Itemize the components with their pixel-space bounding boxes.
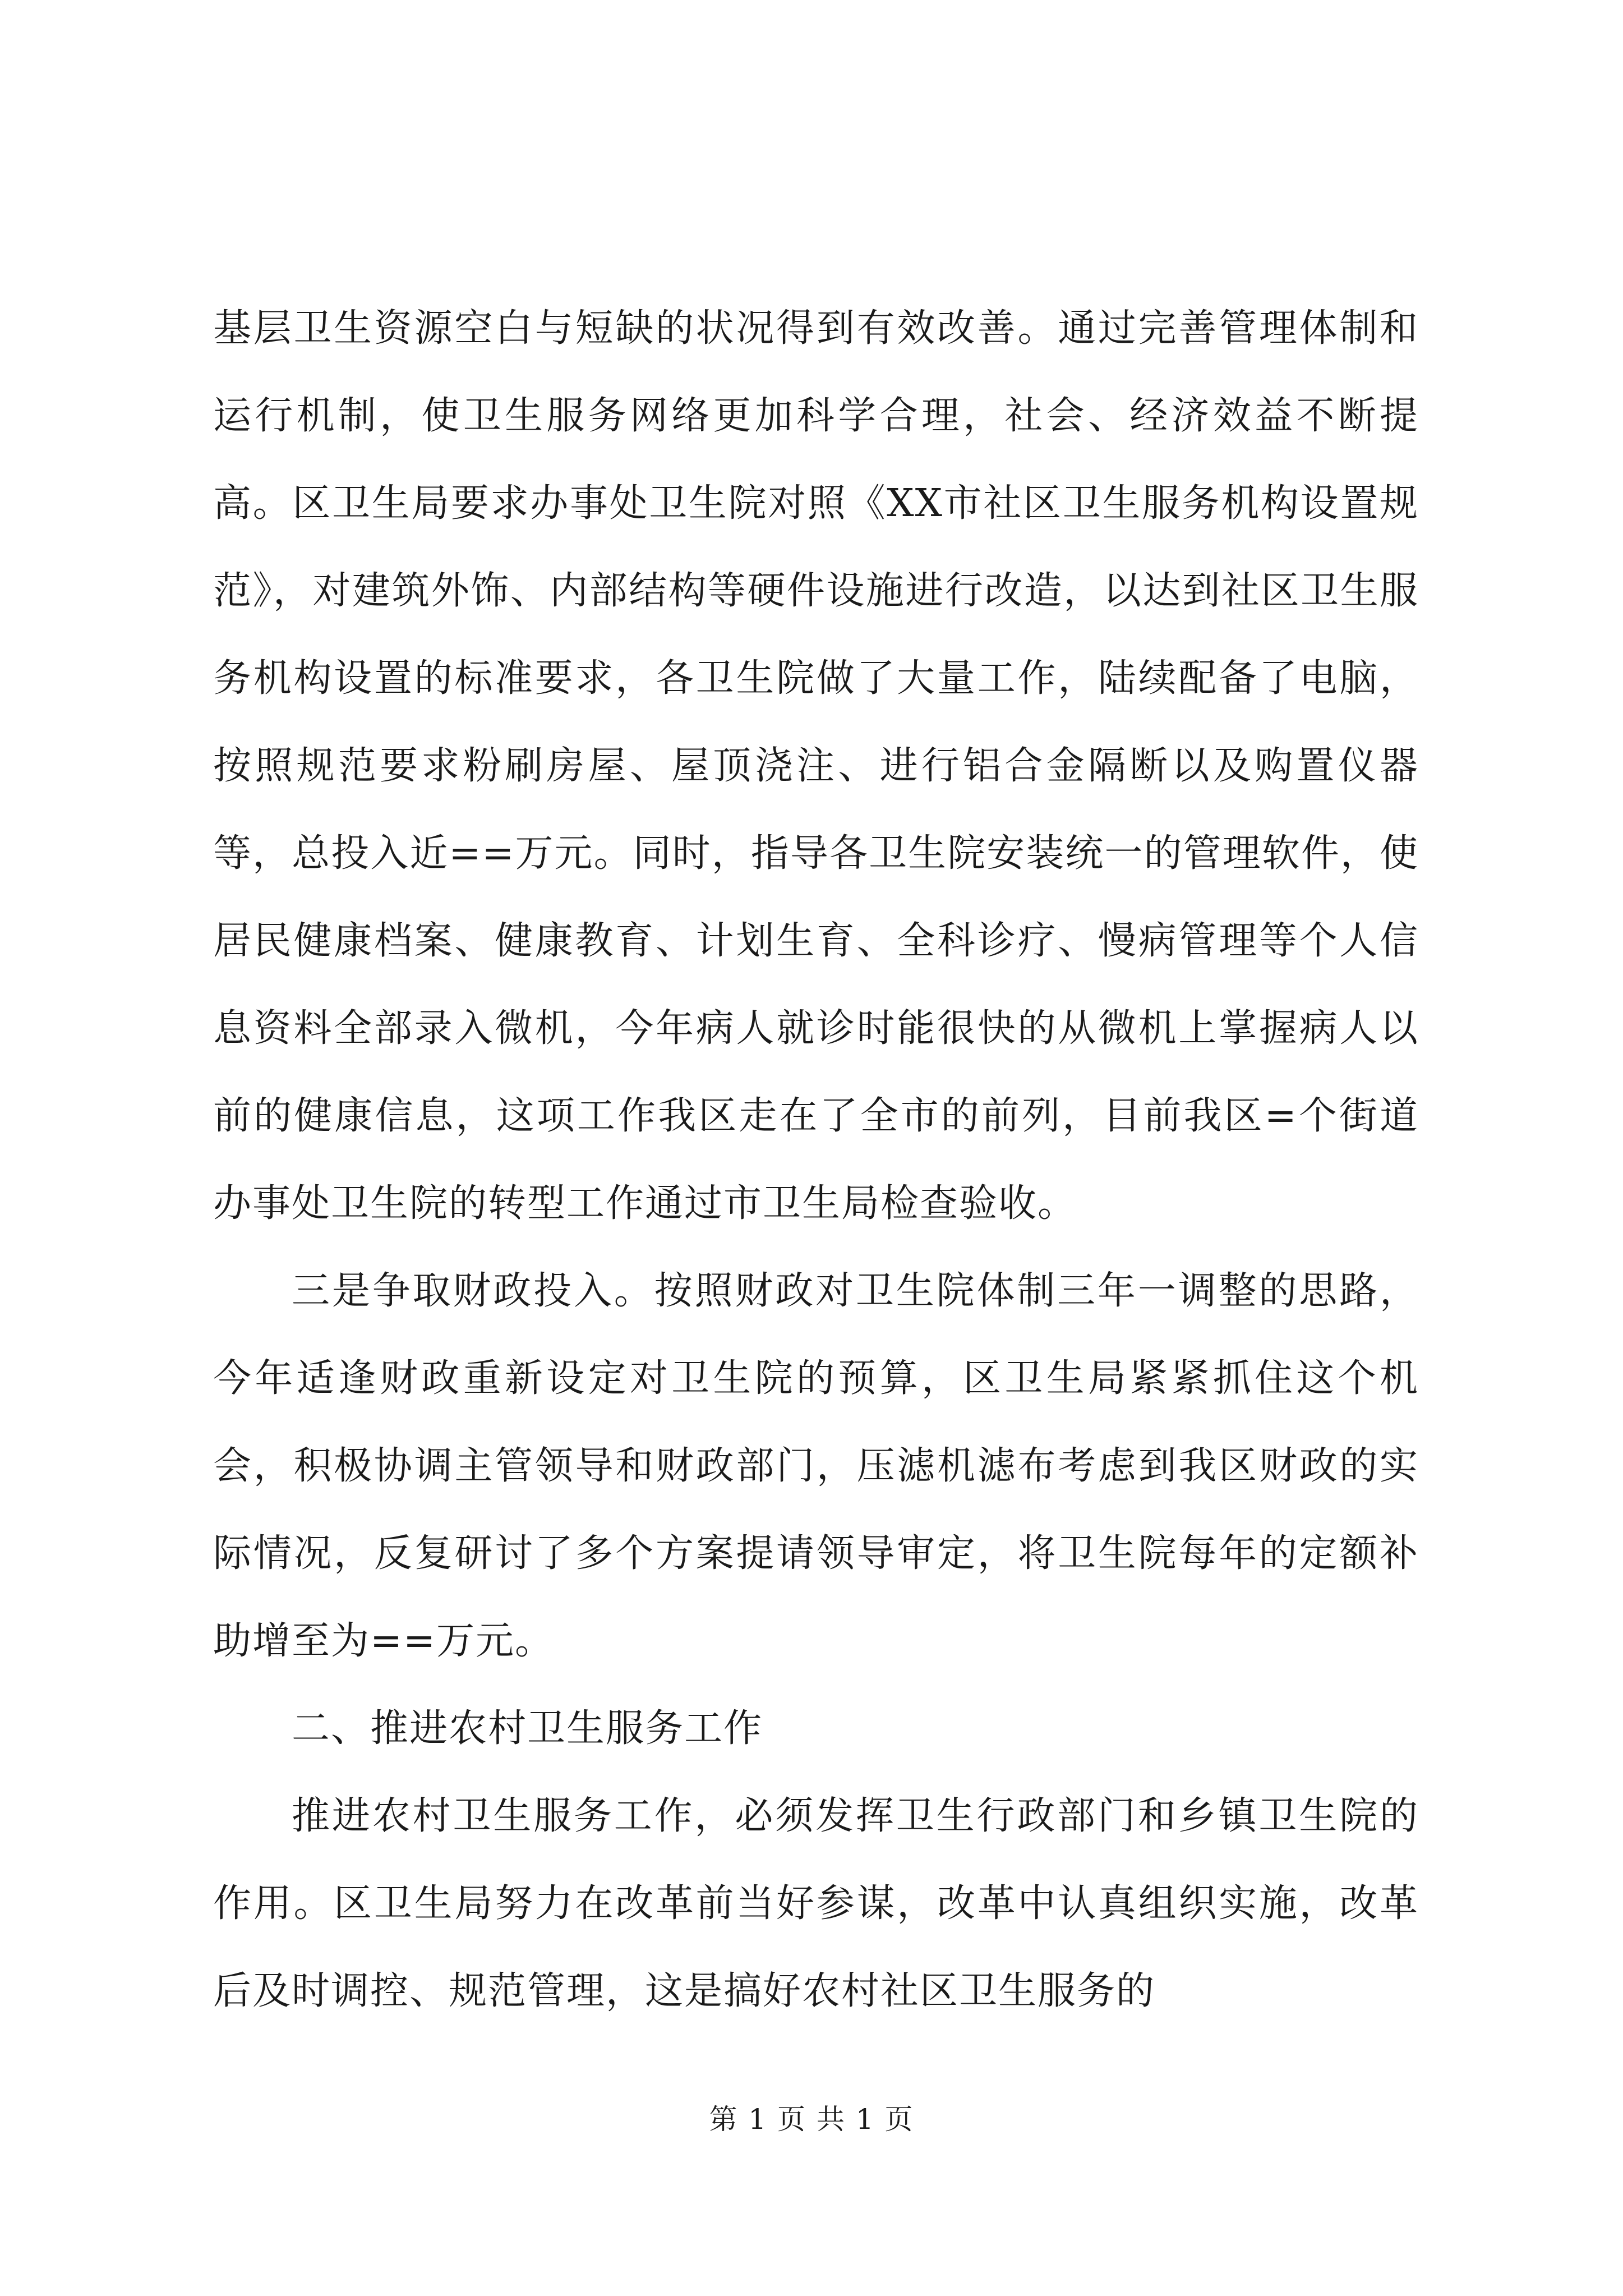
section-heading: 二、推进农村卫生服务工作 (292, 1706, 763, 1751)
paragraph-2: 三是争取财政投入。按照财政对卫生院体制三年一调整的思路，今年适逢财政重新设定对卫生院的预算，区卫生局紧紧抓住这个机会，积极协调主管领导和财政部门，压滤机滤布考虑到我区财政的实际情况，反复研讨了多个方案提请领导审定，将卫生院每年的定额补助增至为==万元。 (213, 1269, 1419, 1663)
paragraph-1: 基层卫生资源空白与短缺的状况得到有效改善。通过完善管理体制和运行机制，使卫生服务网络更加科学合理，社会、经济效益不断提高。区卫生局要求办事处卫生院对照《XX市社区卫生服务机构设置规范》，对建筑外饰、内部结构等硬件设施进行改造，以达到社区卫生服务机构设置的标准要求，各卫生院做了大量工作，陆续配备了电脑，按照规范要求粉刷房屋、屋顶浇注、进行铝合金隔断以及购置仪器等，总投入近==万元。同时，指导各卫生院安装统一的管理软件，使居民健康档案、健康教育、计划生育、全科诊疗、慢病管理等个人信息资料全部录入微机，今年病人就诊时能很快的从微机上掌握病人以前的健康信息，这项工作我区走在了全市的前列，目前我区=个街道办事处卫生院的转型工作通过市卫生局检查验收。 (213, 306, 1419, 1226)
page-footer: 第 1 页 共 1 页 (709, 2103, 914, 2136)
paragraph-3: 推进农村卫生服务工作，必须发挥卫生行政部门和乡镇卫生院的作用。区卫生局努力在改革前当好参谋，改革中认真组织实施，改革后及时调控、规范管理，这是搞好农村社区卫生服务的 (213, 1794, 1419, 2013)
document-body (213, 285, 1419, 2035)
